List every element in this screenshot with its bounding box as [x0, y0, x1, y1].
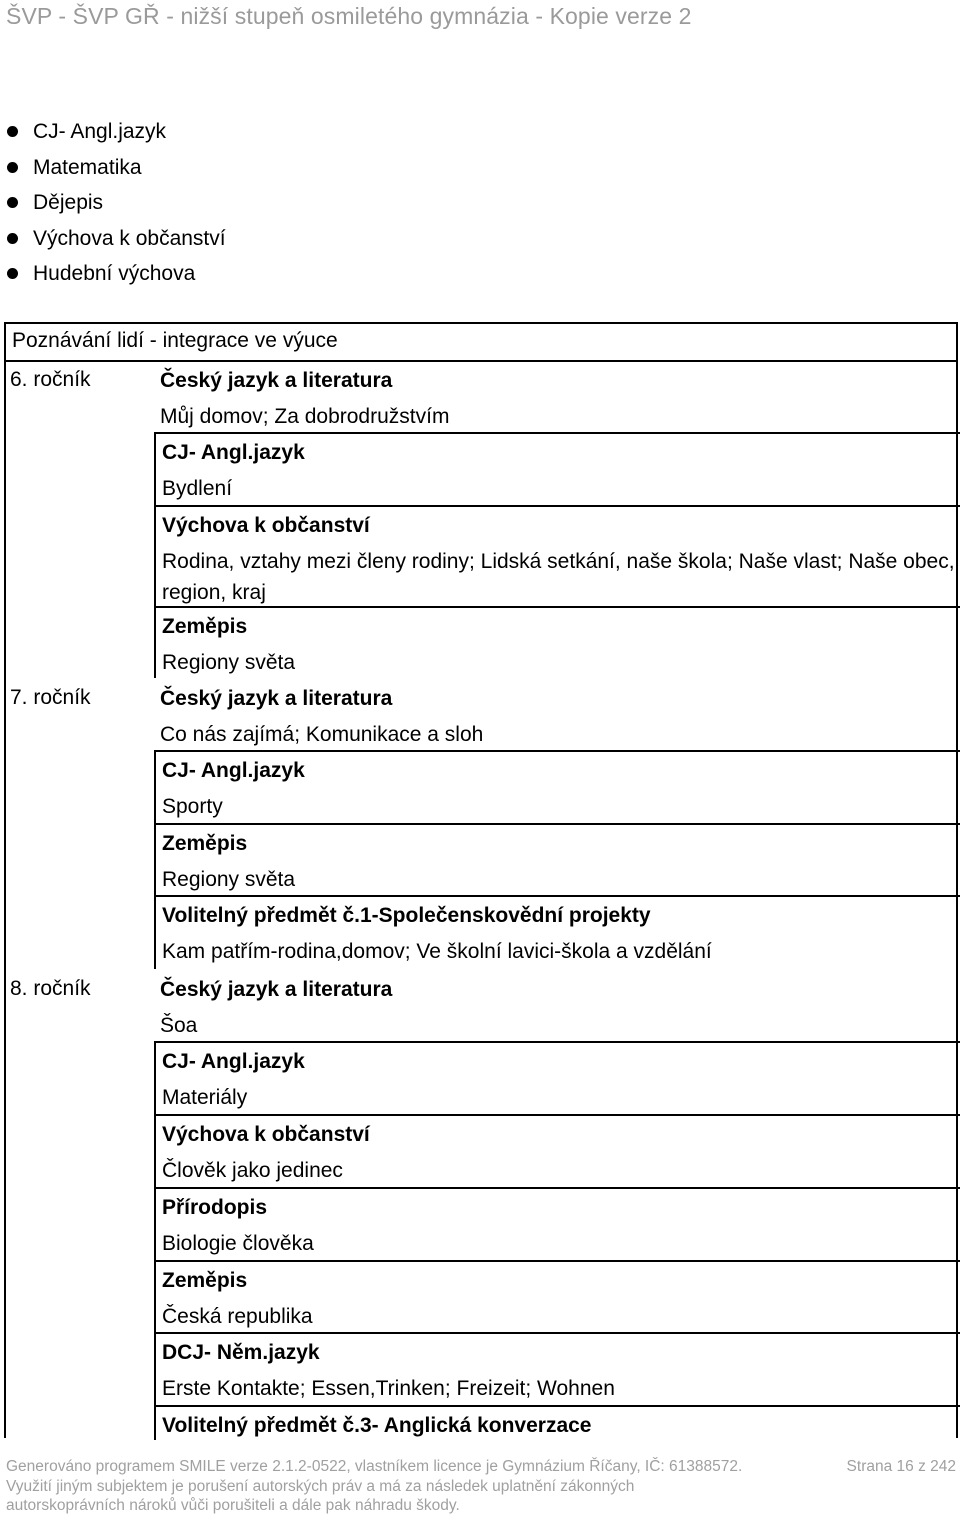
subject-content: Co nás zajímá; Komunikace a sloh: [160, 723, 484, 746]
bullet-icon: [7, 233, 18, 244]
subject-name: Zeměpis: [162, 1269, 248, 1292]
subject-block: [154, 1114, 960, 1187]
bullet-icon: [7, 197, 18, 208]
subject-content: Kam patřím-rodina,domov; Ve školní lavici-škola a vzdělání: [162, 940, 712, 963]
list-item-label: Výchova k občanství: [33, 226, 226, 250]
subject-block: [154, 895, 960, 969]
bullet-icon: [7, 162, 18, 173]
subject-content: Šoa: [160, 1014, 198, 1037]
list-item: [0, 185, 226, 221]
subject-content: Regiony světa: [162, 868, 296, 891]
subject-content: Materiály: [162, 1086, 248, 1109]
subject-block: [154, 823, 960, 895]
subject-content: Můj domov; Za dobrodružstvím: [160, 405, 450, 428]
subject-content: Rodina, vztahy mezi členy rodiny; Lidská setkání, naše škola; Naše vlast; Naše obec, region, kraj: [162, 550, 955, 604]
subject-name: Český jazyk a literatura: [160, 369, 393, 392]
footer-copyright-note-cont: autorskoprávních nároků vůči porušiteli a dále pak náhradu škody.: [6, 1497, 460, 1514]
subject-block: [154, 1260, 960, 1332]
subject-name: CJ- Angl.jazyk: [162, 1050, 305, 1073]
bullet-icon: [7, 268, 18, 279]
list-item: [0, 114, 226, 150]
subject-block: [154, 1332, 960, 1405]
list-item: [0, 221, 226, 257]
subject-block: [154, 1187, 960, 1260]
list-item-label: Matematika: [33, 155, 142, 179]
subject-block: [154, 969, 960, 1041]
subject-content: Erste Kontakte; Essen,Trinken; Freizeit; Wohnen: [162, 1377, 615, 1400]
list-item: [0, 150, 226, 186]
subject-name: DCJ- Něm.jazyk: [162, 1341, 320, 1364]
subject-name: CJ- Angl.jazyk: [162, 441, 305, 464]
table-title: Poznávání lidí - integrace ve výuce: [12, 329, 338, 352]
subject-block: [154, 750, 960, 823]
subject-content: Česká republika: [162, 1305, 313, 1328]
table-title-row: [6, 324, 956, 362]
subject-name: Přírodopis: [162, 1196, 268, 1219]
page-number: Strana 16 z 242: [846, 1458, 956, 1475]
subject-content: Člověk jako jedinec: [162, 1159, 343, 1182]
subject-block: [154, 1405, 960, 1440]
subject-name: CJ- Angl.jazyk: [162, 759, 305, 782]
page-header-title: ŠVP - ŠVP GŘ - nižší stupeň osmiletého gymnázia - Kopie verze 2: [6, 3, 692, 29]
footer-copyright-note: Využití jiným subjektem je porušení autorských práv a má za následek uplatnění zákonných: [6, 1478, 635, 1495]
subject-content: Sporty: [162, 795, 223, 818]
grade-label-6: 6. ročník: [10, 368, 91, 391]
subject-name: Zeměpis: [162, 832, 248, 855]
subject-name: Český jazyk a literatura: [160, 687, 393, 710]
subject-name: Výchova k občanství: [162, 514, 370, 537]
subject-content: Biologie člověka: [162, 1232, 314, 1255]
page-footer: [0, 1438, 960, 1518]
grade-label-8: 8. ročník: [10, 977, 91, 1000]
subject-block: [154, 606, 960, 678]
list-item: [0, 256, 226, 292]
list-item-label: Dějepis: [33, 191, 104, 214]
subject-block: [154, 505, 960, 606]
subject-name: Volitelný předmět č.1-Společenskovědní projekty: [162, 904, 651, 927]
subject-name: Výchova k občanství: [162, 1123, 370, 1146]
subject-block: [154, 360, 960, 432]
subject-content: Bydlení: [162, 477, 233, 500]
bullet-icon: [7, 126, 18, 137]
subject-name: Volitelný předmět č.3- Anglická konverzace: [162, 1414, 592, 1437]
footer-generator-note: Generováno programem SMILE verze 2.1.2-0522, vlastníkem licence je Gymnázium Říčany, IČ: 61388572.: [6, 1458, 743, 1475]
subject-block: [154, 678, 960, 750]
subject-content: Regiony světa: [162, 651, 296, 674]
subject-block: [154, 432, 960, 505]
list-item-label: Hudební výchova: [33, 262, 196, 285]
grade-label-7: 7. ročník: [10, 686, 91, 709]
subject-block: [154, 1041, 960, 1114]
integration-table: [4, 322, 958, 1438]
subject-name: Český jazyk a literatura: [160, 978, 393, 1001]
list-item-label: CJ- Angl.jazyk: [33, 120, 167, 143]
bullet-list: [0, 114, 226, 292]
subject-name: Zeměpis: [162, 615, 248, 638]
